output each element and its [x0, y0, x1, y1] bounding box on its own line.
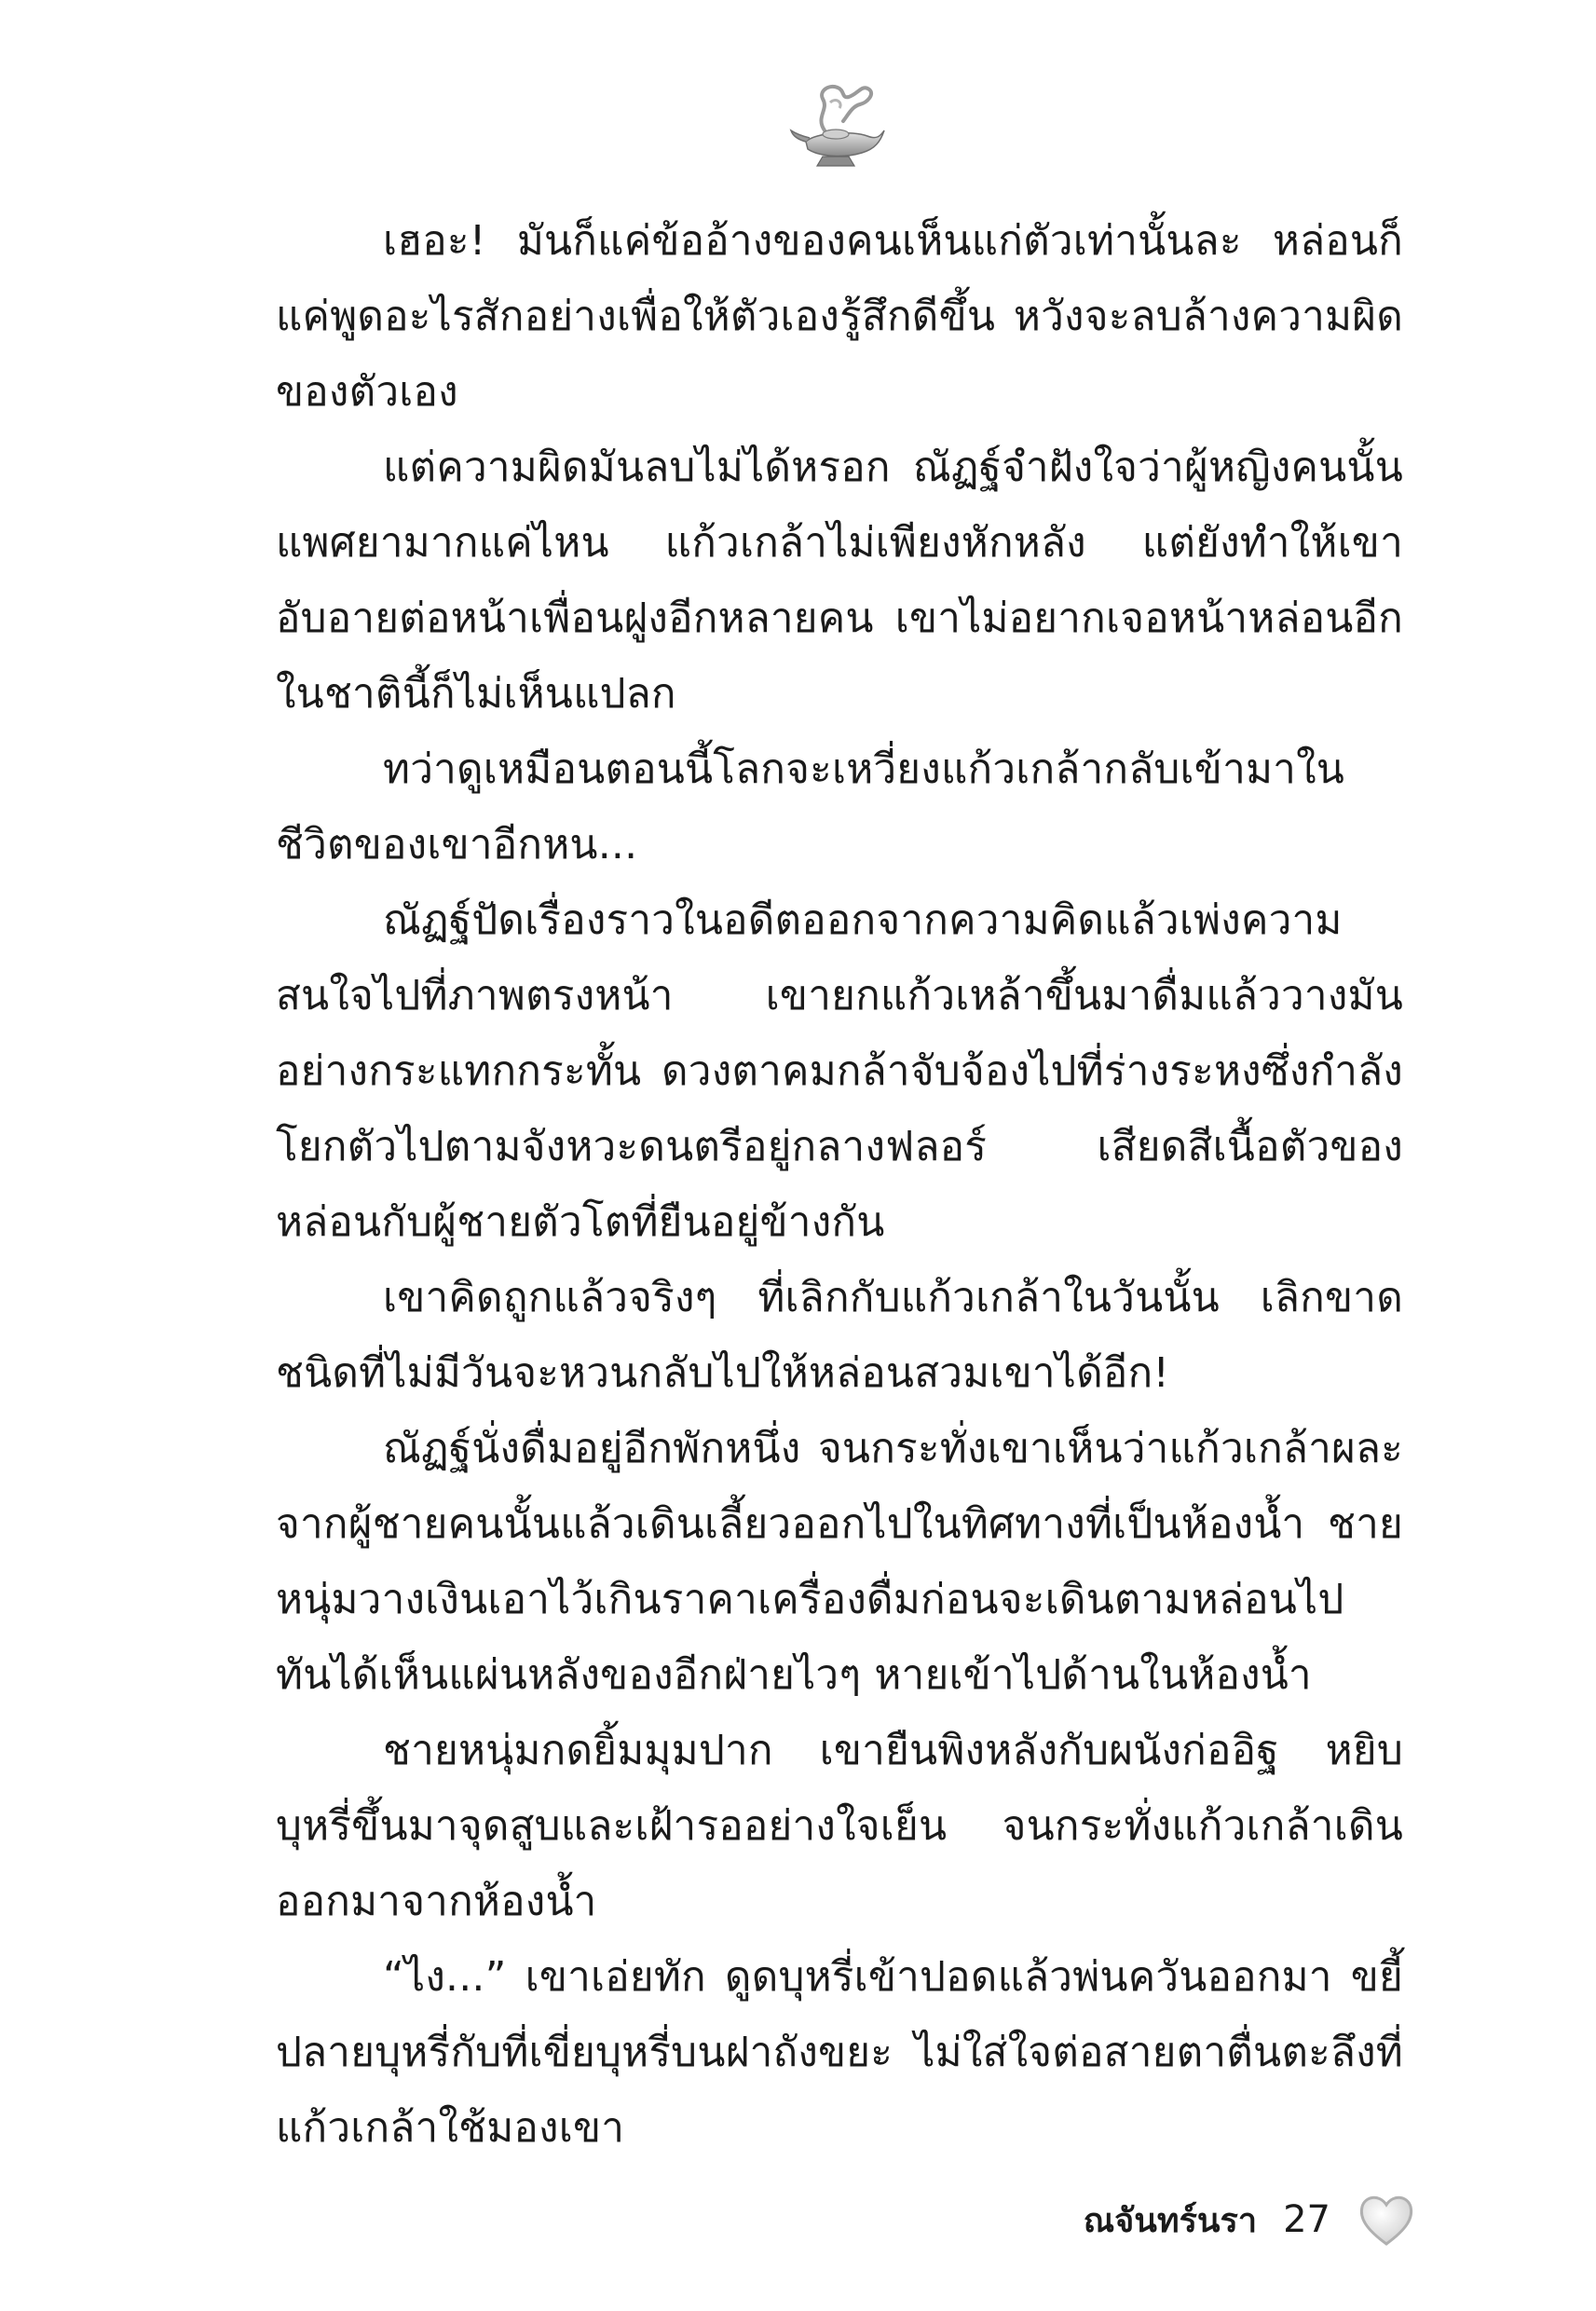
story-text — [276, 203, 1403, 2166]
paragraph: ณัฏฐ์นั่งดื่มอยู่อีกพักหนึ่ง จนกระทั่งเขาเห็นว่าแก้วเกล้าผละจากผู้ชายคนนั้นแล้วเดินเลี้ยวออกไปในทิศทางที่เป็นห้องน้ำ ชายหนุ่มวางเงินเอาไว้เกินราคาเครื่องดื่มก่อนจะเดินตามหล่อนไป ทันได้เห็นแผ่นหลังของอีกฝ่ายไวๆ หายเข้าไปด้านในห้องน้ำ — [276, 1425, 1403, 1699]
heart-icon — [1357, 2192, 1416, 2248]
paragraph: ชายหนุ่มกดยิ้มมุมปาก เขายืนพิงหลังกับผนังก่ออิฐ หยิบบุหรี่ขึ้นมาจุดสูบและเฝ้ารออย่างใจเย็น จนกระทั่งแก้วเกล้าเดินออกมาจากห้องน้ำ — [276, 1727, 1403, 1925]
paragraph: เขาคิดถูกแล้วจริงๆ ที่เลิกกับแก้วเกล้าในวันนั้น เลิกขาดชนิดที่ไม่มีวันจะหวนกลับไปให้หล่อนสวมเขาได้อีก! — [276, 1274, 1403, 1397]
paragraph: ณัฏฐ์ปัดเรื่องราวในอดีตออกจากความคิดแล้วเพ่งความสนใจไปที่ภาพตรงหน้า เขายกแก้วเหล้าขึ้นมาดื่มแล้ววางมันอย่างกระแทกกระทั้น ดวงตาคมกล้าจับจ้องไปที่ร่างระหงซึ่งกำลังโยกตัวไปตามจังหวะดนตรีอยู่กลางฟลอร์ เสียดสีเนื้อตัวของหล่อนกับผู้ชายตัวโตที่ยืนอยู่ข้างกัน — [276, 896, 1403, 1246]
paragraph: เฮอะ! มันก็แค่ข้ออ้างของคนเห็นแก่ตัวเท่านั้นละ หล่อนก็แค่พูดอะไรสักอย่างเพื่อให้ตัวเองรู้สึกดีขึ้น หวังจะลบล้างความผิดของตัวเอง — [276, 217, 1403, 416]
paragraph: แต่ความผิดมันลบไม่ได้หรอก ณัฏฐ์จำฝังใจว่าผู้หญิงคนนั้นแพศยามากแค่ไหน แก้วเกล้าไม่เพียงหักหลัง แต่ยังทำให้เขาอับอายต่อหน้าเพื่อนฝูงอีกหลายคน เขาไม่อยากเจอหน้าหล่อนอีกในชาตินี้ก็ไม่เห็นแปลก — [276, 444, 1403, 718]
page-number: 27 — [1283, 2198, 1330, 2241]
paragraph: “ไง...” เขาเอ่ยทัก ดูดบุหรี่เข้าปอดแล้วพ่นควันออกมา ขยี้ปลายบุหรี่กับที่เขี่ยบุหรี่บนฝาถังขยะ ไม่ใส่ใจต่อสายตาตื่นตะลึงที่แก้วเกล้าใช้มองเขา — [276, 1953, 1403, 2152]
magic-lamp-icon — [787, 75, 890, 177]
page-footer — [1062, 2182, 1416, 2257]
author-name: ณจันทร์นรา — [1083, 2201, 1258, 2240]
paragraph: ทว่าดูเหมือนตอนนี้โลกจะเหวี่ยงแก้วเกล้ากลับเข้ามาในชีวิตของเขาอีกหน... — [276, 745, 1345, 868]
